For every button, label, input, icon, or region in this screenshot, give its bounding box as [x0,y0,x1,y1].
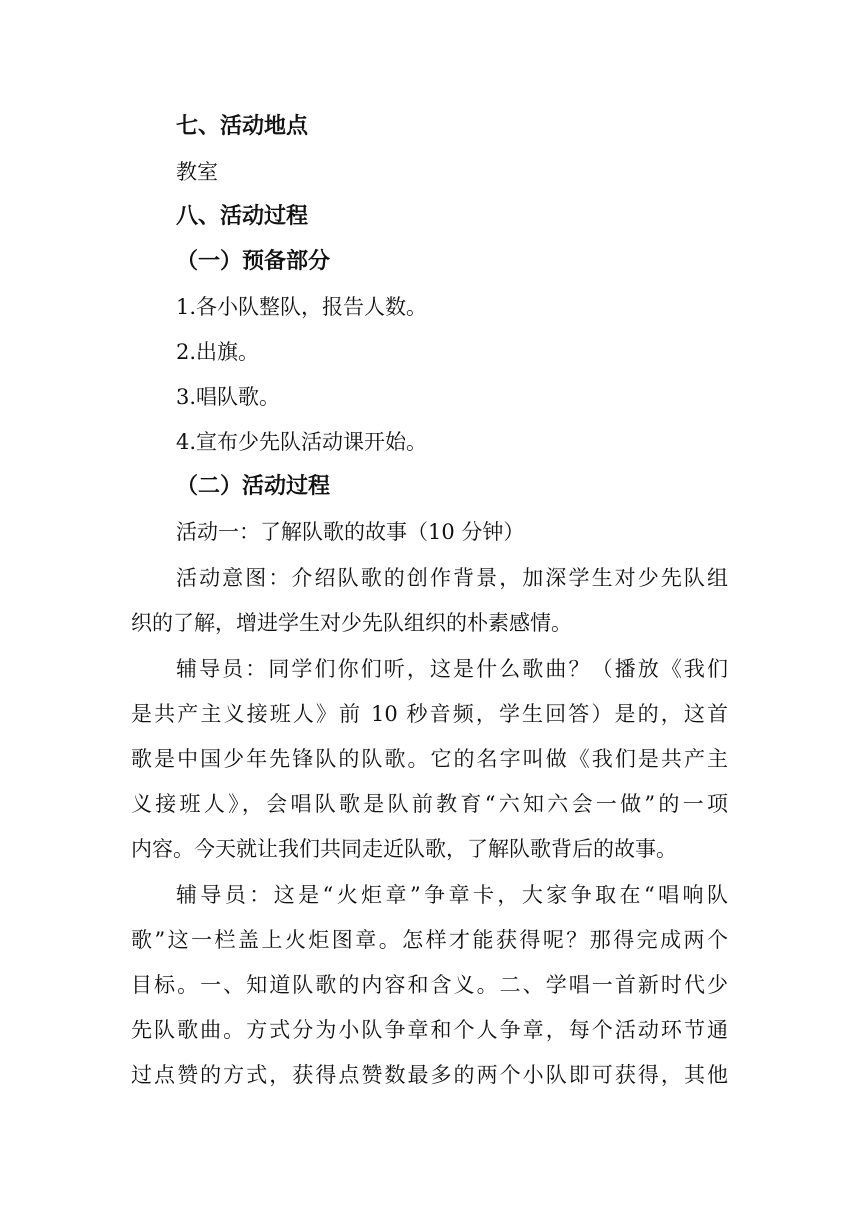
activity-1-title: 活动一：了解队歌的故事（10 分钟） [176,520,525,544]
part-1-item-1: 1.各小队整队，报告人数。 [176,295,428,319]
section-7-body: 教室 [176,160,218,184]
counselor-1-line-5: 内容。今天就让我们共同走近队歌，了解队歌背后的故事。 [131,837,677,861]
counselor-1-line-4: 义接班人》，会唱队歌是队前教育“六知六会一做”的一项 [131,792,728,816]
counselor-1-line-1: 辅导员：同学们你们听，这是什么歌曲？（播放《我们 [176,657,728,681]
part-2-heading: （二）活动过程 [176,474,331,499]
counselor-2-line-1: 辅导员：这是“火炬章”争章卡，大家争取在“唱响队 [176,883,728,907]
counselor-2-line-4: 先队歌曲。方式分为小队争章和个人争章，每个活动环节通 [131,1018,728,1042]
part-1-item-2: 2.出旗。 [176,340,260,364]
counselor-1-line-3: 歌是中国少年先锋队的队歌。它的名字叫做《我们是共产主 [131,747,728,771]
counselor-2-line-3: 目标。一、知道队歌的内容和含义。二、学唱一首新时代少 [131,973,728,997]
part-1-item-4: 4.宣布少先队活动课开始。 [176,430,428,454]
counselor-1-line-2: 是共产主义接班人》前 10 秒音频，学生回答）是的，这首 [131,702,728,726]
part-1-item-3: 3.唱队歌。 [176,385,281,409]
counselor-2-line-2: 歌”这一栏盖上火炬图章。怎样才能获得呢？那得完成两个 [131,928,728,952]
section-8-heading: 八、活动过程 [176,204,309,229]
counselor-2-line-5: 过点赞的方式，获得点赞数最多的两个小队即可获得，其他 [131,1063,728,1087]
intent-line-2: 织的了解，增进学生对少先队组织的朴素感情。 [131,611,572,635]
section-7-heading: 七、活动地点 [176,114,309,139]
part-1-heading: （一）预备部分 [176,249,331,274]
intent-line-1: 活动意图：介绍队歌的创作背景，加深学生对少先队组 [176,566,728,590]
